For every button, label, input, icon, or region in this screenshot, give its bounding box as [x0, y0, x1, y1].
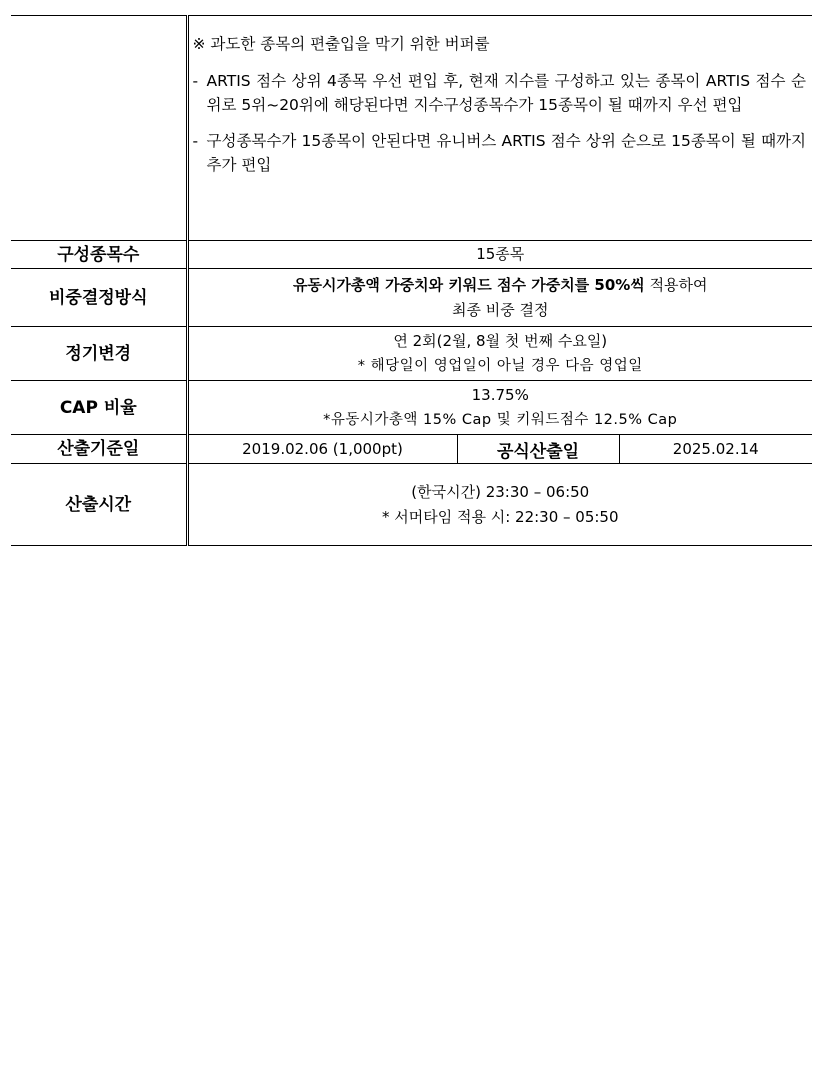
rebalance-row: [11, 327, 812, 381]
buffer-rule-title: ※ 과도한 종목의 편출입을 막기 위한 버퍼룰: [192, 35, 490, 53]
buffer-rule-row: [11, 16, 812, 241]
constituents-row: [11, 241, 812, 269]
cap-note: *유동시가총액 15% Cap 및 키워드점수 12.5% Cap: [323, 411, 678, 428]
calc-time-row: [11, 464, 812, 546]
weighting-line1: [189, 273, 813, 298]
calc-time-label: 산출시간: [11, 464, 187, 546]
cap-row: [11, 381, 812, 435]
rebalance-note: * 해당일이 영업일이 아닐 경우 다음 영업일: [357, 357, 643, 374]
cap-line1: 13.75%: [471, 385, 529, 404]
calc-time-value: [187, 464, 812, 546]
constituents-value: 15종목: [187, 241, 812, 269]
weighting-label: 비중결정방식: [11, 269, 187, 327]
weighting-line2: 최종 비중 결정: [452, 300, 549, 319]
cap-label: CAP 비율: [11, 381, 187, 435]
base-date-label: 산출기준일: [11, 435, 187, 464]
base-date-row: [11, 435, 812, 464]
bullet-mark: -: [192, 132, 199, 150]
calc-time-line1: (한국시간) 23:30 – 06:50: [411, 482, 590, 501]
weighting-value: [187, 269, 812, 327]
cap-value: [187, 381, 812, 435]
calc-time-line2: * 서머타임 적용 시: 22:30 – 05:50: [381, 507, 619, 526]
weighting-row: [11, 269, 812, 327]
buffer-rule-bullet: [193, 129, 807, 177]
rebalance-value: [187, 327, 812, 381]
constituents-label: 구성종목수: [11, 241, 187, 269]
buffer-rule-label-cell: [11, 16, 187, 241]
official-date-value: 2025.02.14: [619, 435, 812, 464]
buffer-rule-bullet: [193, 69, 807, 117]
weighting-rest-text: 적용하여: [644, 275, 708, 294]
base-date-value: 2019.02.06 (1,000pt): [187, 435, 457, 464]
bullet-text: 구성종목수가 15종목이 안된다면 유니버스 ARTIS 점수 상위 순으로 15종목이 될 때까지 추가 편입: [206, 132, 806, 174]
rebalance-label: 정기변경: [11, 327, 187, 381]
buffer-rule-cell: [187, 16, 812, 241]
index-methodology-table: [11, 15, 812, 546]
official-date-label: 공식산출일: [457, 435, 619, 464]
weighting-bold-text: 유동시가총액 가중치와 키워드 점수 가중치를 50%씩: [292, 275, 645, 294]
bullet-mark: -: [192, 72, 199, 90]
rebalance-line1: 연 2회(2월, 8월 첫 번째 수요일): [393, 331, 608, 350]
bullet-text: ARTIS 점수 상위 4종목 우선 편입 후, 현재 지수를 구성하고 있는 종목이 ARTIS 점수 순위로 5위~20위에 해당된다면 지수구성종목수가 15종목이 될 때까지 우선 편입: [206, 72, 806, 114]
